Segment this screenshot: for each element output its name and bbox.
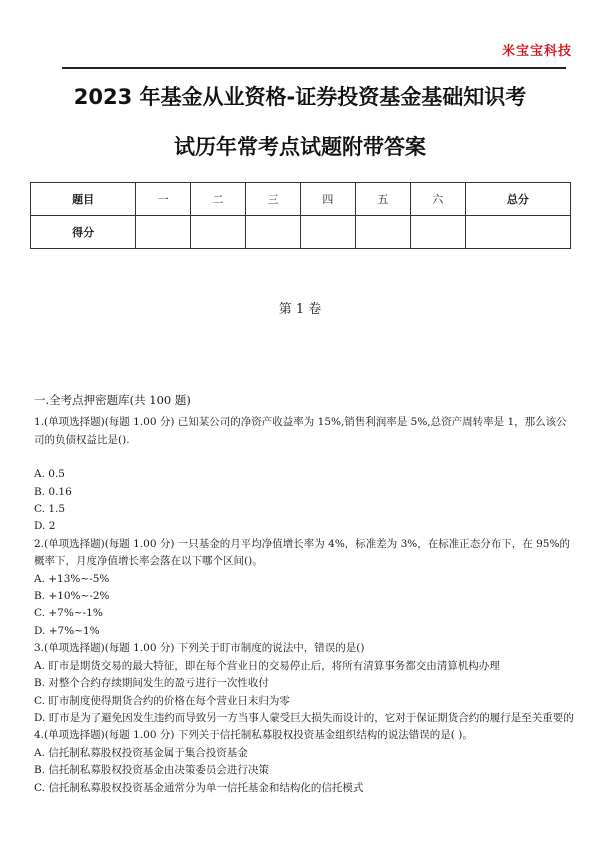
score-header-cell: 总分	[465, 183, 570, 216]
score-header-cell: 一	[136, 183, 191, 216]
question-option: C. 1.5	[34, 503, 66, 516]
question-option: C. +7%~-1%	[34, 607, 103, 620]
question-option: A. 盯市是期货交易的最大特征，即在每个营业日的交易停止后，将所有清算事务都交由清算机构办理	[34, 659, 500, 672]
volume-label: 第 1 卷	[278, 302, 322, 317]
question-option: B. 对整个合约存续期间发生的盈亏进行一次性收付	[34, 677, 269, 690]
score-header-cell: 四	[300, 183, 355, 216]
title-line-1: 2023 年基金从业资格-证券投资基金基础知识考	[73, 85, 527, 109]
question-option: C. 盯市制度使得期货合约的价格在每个营业日末归为零	[34, 694, 290, 707]
score-header-cell: 五	[355, 183, 410, 216]
score-table-score-row	[31, 216, 571, 249]
score-cell	[191, 216, 246, 249]
score-cell	[410, 216, 465, 249]
question-option: C. 信托制私募股权投资基金通常分为单一信托基金和结构化的信托模式	[34, 781, 364, 794]
score-cell	[136, 216, 191, 249]
score-table-header-row	[31, 183, 571, 216]
score-cell	[246, 216, 301, 249]
score-row-label: 得分	[31, 216, 136, 249]
question-option: B. 0.16	[34, 485, 72, 498]
question-option: B. 信托制私募股权投资基金由决策委员会进行决策	[34, 764, 269, 777]
question-option: D. 2	[34, 520, 56, 533]
question-option: A. +13%~-5%	[34, 572, 110, 585]
score-header-cell: 二	[191, 183, 246, 216]
score-header-cell: 六	[410, 183, 465, 216]
question-option: D. 盯市是为了避免因发生违约而导致另一方当事人蒙受巨大损失而设计的，它对于保证期货合约的履行是至关重要的	[34, 711, 574, 724]
score-header-cell: 三	[246, 183, 301, 216]
score-cell	[465, 216, 570, 249]
score-table	[30, 182, 571, 249]
score-cell	[355, 216, 410, 249]
question-option: D. +7%~1%	[34, 624, 100, 637]
question-list	[34, 392, 574, 797]
question-option: A. 信托制私募股权投资基金属于集合投资基金	[34, 746, 248, 759]
spacer	[34, 449, 574, 466]
question-option: B. +10%~-2%	[34, 590, 110, 603]
title-line-2: 试历年常考点试题附带答案	[174, 135, 426, 159]
document-title	[28, 72, 572, 172]
question-text: 2.(单项选择题)(每题 1.00 分) 一只基金的月平均净值增长率为 4%，标准差为 3%，在标准正态分布下，在 95%的概率下，月度净值增长率会落在以下哪个区间()。	[34, 537, 570, 568]
brand-logo-text: 米宝宝科技	[501, 44, 572, 59]
score-cell	[300, 216, 355, 249]
question-text: 1.(单项选择题)(每题 1.00 分) 已知某公司的净资产收益率为 15%,销售利润率是 5%,总资产周转率是 1，那么该公司的负债权益比是().	[34, 416, 567, 446]
section-title: 一.全考点押密题库(共 100 题)	[34, 393, 191, 407]
question-text: 4.(单项选择题)(每题 1.00 分) 下列关于信托制私募股权投资基金组织结构的说法错误的是( )。	[34, 729, 473, 742]
question-text: 3.(单项选择题)(每题 1.00 分) 下列关于盯市制度的说法中，错误的是()	[34, 642, 365, 655]
header-rule	[62, 67, 566, 69]
score-header-cell: 题目	[31, 183, 136, 216]
question-option: A. 0.5	[34, 468, 65, 481]
